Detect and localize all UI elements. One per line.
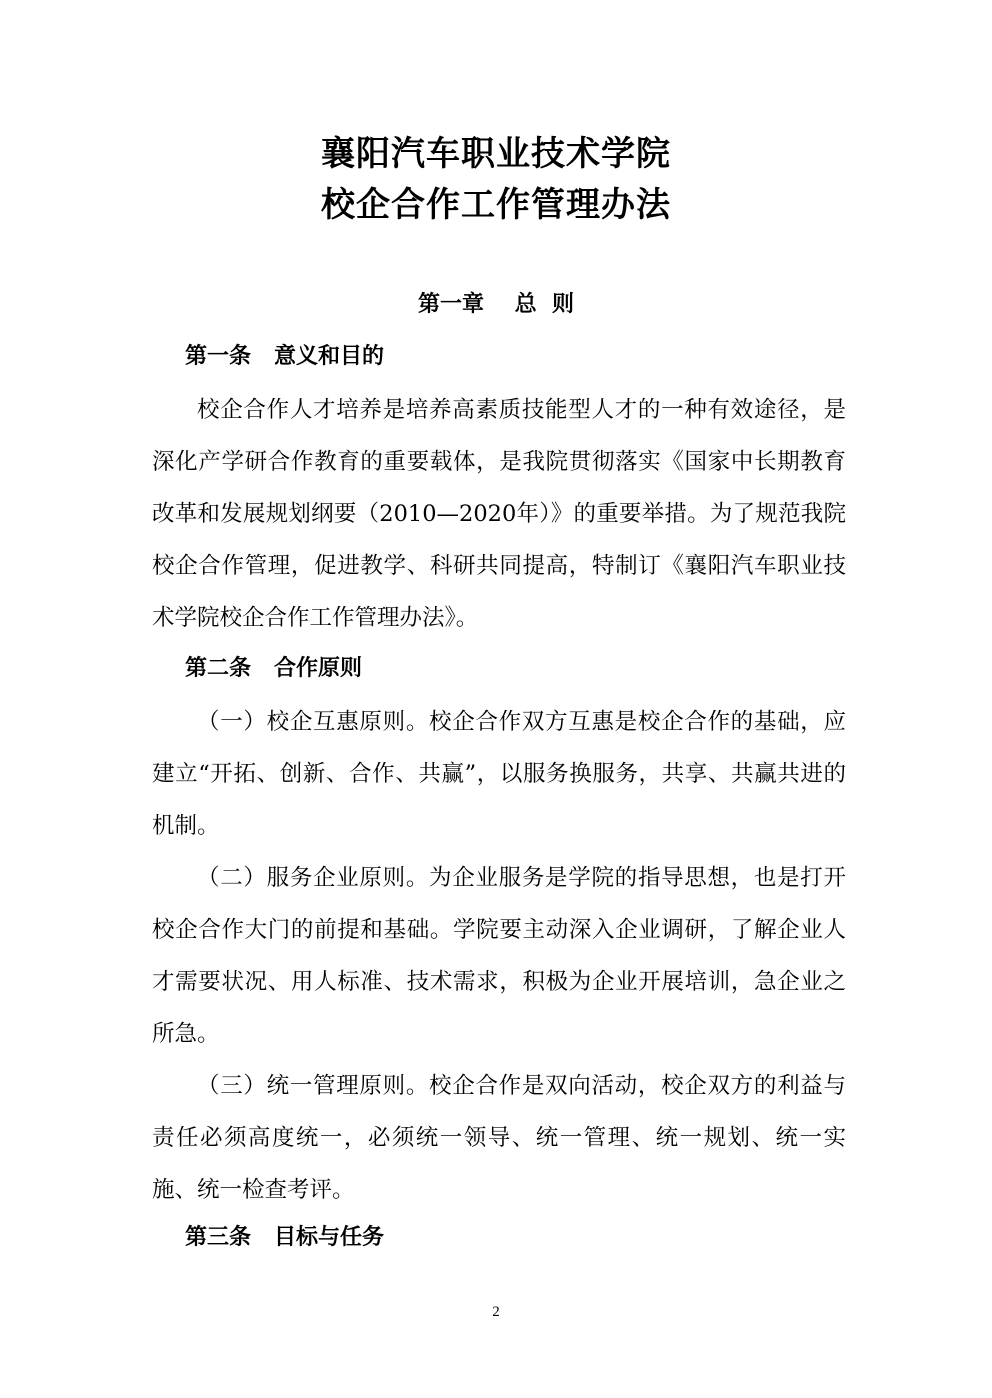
article-1-heading: 第一条 意义和目的 — [185, 344, 384, 369]
document-title-line-2: 校企合作工作管理办法 — [321, 185, 671, 225]
article-3-heading: 第三条 目标与任务 — [185, 1225, 384, 1250]
document-title-line-1: 襄阳汽车职业技术学院 — [321, 134, 671, 174]
article-2-paragraph-1: （一）校企互惠原则。校企合作双方互惠是校企合作的基础，应建立“开拓、创新、合作、共赢”，以服务换服务，共享、共赢共进的机制。 — [152, 709, 846, 839]
article-2-paragraph-2: （二）服务企业原则。为企业服务是学院的指导思想，也是打开校企合作大门的前提和基础。学院要主动深入企业调研，了解企业人才需要状况、用人标准、技术需求，积极为企业开展培训，急企业之所急。 — [152, 865, 846, 1047]
article-2-heading: 第二条 合作原则 — [185, 656, 362, 681]
chapter-heading: 第一章 总 则 — [418, 292, 574, 317]
article-1-paragraph: 校企合作人才培养是培养高素质技能型人才的一种有效途径，是深化产学研合作教育的重要载体，是我院贯彻落实《国家中长期教育改革和发展规划纲要（2010—2020年）》的重要举措。为了规范我院校企合作管理，促进教学、科研共同提高，特制订《襄阳汽车职业技术学院校企合作工作管理办法》。 — [152, 397, 846, 631]
page-number: 2 — [492, 1304, 500, 1320]
article-2-paragraph-3: （三）统一管理原则。校企合作是双向活动，校企双方的利益与责任必须高度统一，必须统一领导、统一管理、统一规划、统一实施、统一检查考评。 — [152, 1073, 846, 1203]
